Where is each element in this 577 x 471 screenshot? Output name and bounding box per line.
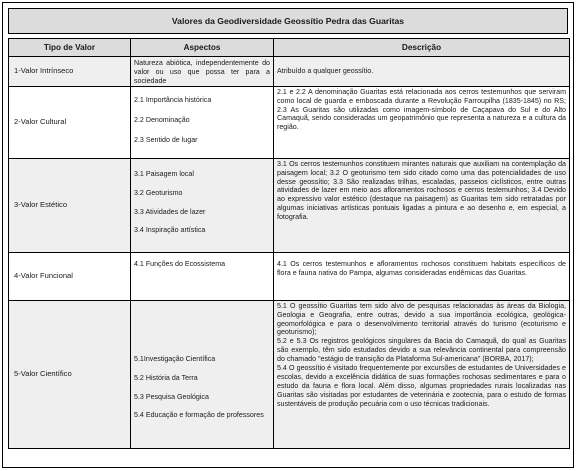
descricao-text: 5.4 O geossítio é visitado frequentemente por excursões de estudantes de Universidades e escolas, devido a excelência didática de suas formações rochosas sedimentares e para o estudo da fauna e flora local. Além disso, algumas propriedades rurais localizadas nas Guaritas são visitadas por estudantes de veterinária e zootecnia, para o estudo de formas sustentáveis de produção pecuária com o uso técnicas tradicionais. [277,364,566,408]
descricao-cell [274,300,570,448]
aspecto-item: 5.4 Educação e formação de professores [134,411,264,420]
aspecto-item: 3.2 Geoturismo [134,188,183,197]
table-header-row [9,39,570,57]
table-row [9,86,570,158]
aspecto-item: 2.3 Sentido de lugar [134,135,198,144]
document-sheet [2,2,574,468]
aspecto-item: 3.3 Atividades de lazer [134,207,206,216]
aspectos-cell [131,252,274,300]
aspecto-item: Natureza abiótica, independentemente do valor ou uso que possa ter para a sociedade [134,59,270,85]
tipo-cell: 3-Valor Estético [9,158,131,252]
aspecto-item: 2.1 Importância histórica [134,95,212,104]
aspectos-cell [131,158,274,252]
descricao-text: 5.1 O geossítio Guaritas tem sido alvo de pesquisas relacionadas às áreas da Biologia, Geologia e Geografia, entre outras, devido a sua importância ecológica, geológica-geomorfológica e para o desenvolvimento territorial através do turismo (ecoturismo e geoturismo); [277,301,566,337]
aspectos-cell [131,57,274,87]
descricao-cell [274,252,570,300]
aspecto-item: 3.1 Paisagem local [134,169,194,178]
descricao-text: 4.1 Os cerros testemunhos e afloramentos rochosos constituem habitats específicos de flora e fauna nativa do Pampa, algumas consideradas endêmicas das Guaritas. [277,259,566,277]
table-row [9,300,570,448]
table-row [9,57,570,87]
descricao-text: 2.1 e 2.2 A denominação Guaritas está relacionada aos cerros testemunhos que serviram como local de guarda e emboscada durante a Revolução Farroupilha (1835-1845) no RS; 2.3 As Guaritas são utilizadas como imagem-símbolo de Caçapava do Sul e do Alto Camaquã, sendo consideradas um geopatrimônio que representa a natureza e a cultura da região. [277,87,566,132]
descricao-cell [274,86,570,158]
header-descricao: Descrição [274,39,570,57]
aspecto-item: 5.1Investigação Científica [134,354,216,363]
tipo-cell: 5-Valor Científico [9,300,131,448]
aspecto-item: 4.1 Funções do Ecossistema [134,259,226,268]
table-row [9,158,570,252]
aspectos-cell [131,86,274,158]
tipo-cell: 2-Valor Cultural [9,86,131,158]
table-row [9,252,570,300]
descricao-cell [274,57,570,87]
aspectos-cell [131,300,274,448]
aspecto-item: 3.4 Inspiração artística [134,226,206,235]
tipo-cell: 1-Valor Intrínseco [9,57,131,87]
aspecto-item: 2.2 Denominação [134,115,190,124]
table-title: Valores da Geodiversidade Geossítio Pedra das Guaritas [8,8,568,34]
descricao-text: 3.1 Os cerros testemunhos constituem mirantes naturais que auxiliam na contemplação da paisagem local; 3.2 O geoturismo tem sido citado como uma das potencialidades de uso desse geossítio; 3.3 São realizadas trilhas, escaladas, passeios ciclísticos, entre outras atividades de lazer em meio aos afloramentos rochosos e cerros testemunhos; 3.4 Devido ao expressivo valor estético (destaque na paisagem) as Guaritas tem sido retratadas por algumas iniciativas artísticas pontuais ligadas a pintura e ao desenho e, em especial, a fotografia. [277,159,566,222]
header-aspectos: Aspectos [131,39,274,57]
descricao-text: 5.2 e 5.3 Os registros geológicos singulares da Bacia do Camaquã, do qual as Guaritas são exemplo, têm sido estudados devido a sua relevância continental para compreensão do chamado "estágio de transição da Plataforma Sul-americana" (BORBA, 2017); [277,337,566,364]
aspecto-item: 5.2 História da Terra [134,373,198,382]
descricao-text: Atribuído a qualquer geossítio. [277,66,374,75]
descricao-cell [274,158,570,252]
aspecto-item: 5.3 Pesquisa Geológica [134,392,209,401]
values-table [8,38,570,449]
tipo-cell: 4-Valor Funcional [9,252,131,300]
header-tipo: Tipo de Valor [9,39,131,57]
